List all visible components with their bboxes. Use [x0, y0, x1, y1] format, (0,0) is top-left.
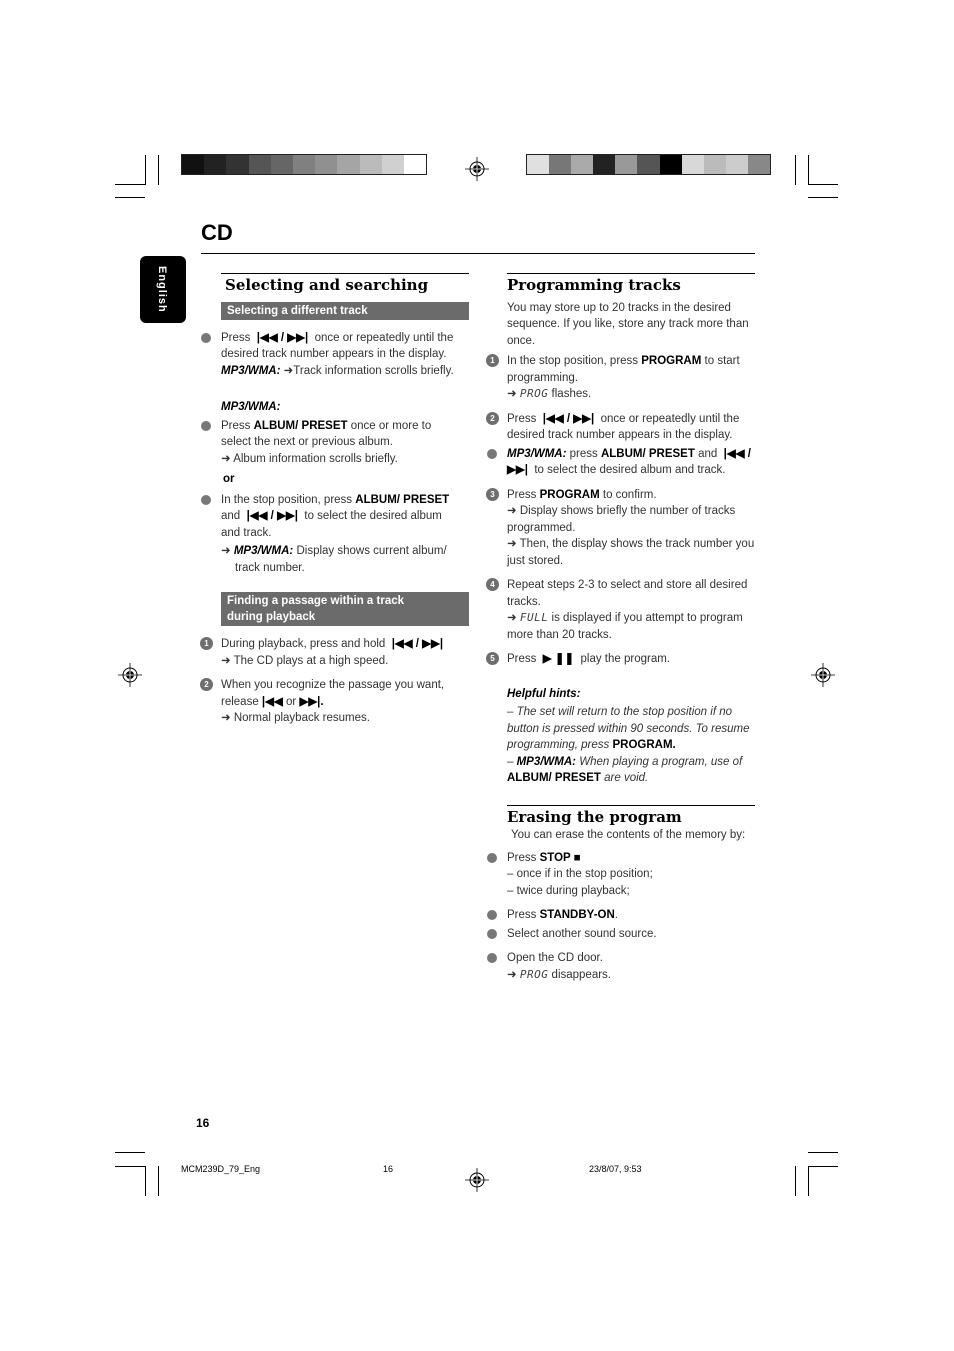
mp3-label: MP3/WMA:	[221, 364, 281, 377]
bullet-icon	[201, 495, 211, 505]
text: Press	[507, 488, 537, 501]
crop-mark	[115, 1166, 145, 1167]
text: track number.	[235, 561, 305, 574]
mp3-label: MP3/WMA:	[516, 755, 577, 768]
text: once or more to	[350, 419, 432, 432]
text: Press	[507, 909, 537, 921]
list-item	[487, 487, 755, 570]
prev-next-icon: |◀◀ / ▶▶|	[243, 510, 302, 522]
prev-next-icon: |◀◀ / ▶▶|	[388, 638, 444, 650]
text: during playback	[227, 611, 316, 623]
step-number-icon: 1	[200, 637, 213, 650]
text: – once if in the stop position;	[507, 868, 653, 880]
next-icon: ▶▶|.	[299, 695, 324, 708]
programming-intro: You may store up to 20 tracks in the desired sequence. If you like, store any track more than once.	[507, 301, 749, 347]
footer-page: 16	[383, 1164, 394, 1174]
registration-mark-icon	[465, 1168, 489, 1192]
page-title: CD	[201, 220, 233, 245]
text: select the next or previous album.	[221, 436, 393, 448]
text: Press	[221, 419, 251, 432]
step-number-icon: 3	[486, 488, 499, 501]
text: ➜ Album information scrolls briefly.	[221, 452, 398, 465]
text: once or repeatedly until the	[314, 331, 454, 344]
bullet-icon	[487, 449, 497, 459]
text: ➜ Display shows briefly the number of tracks programmed.	[507, 505, 736, 534]
step-number-icon: 4	[486, 578, 499, 591]
section-rule	[221, 273, 469, 274]
lcd-text: PROG	[519, 387, 549, 400]
registration-mark-icon	[811, 663, 835, 687]
footer-file: MCM239D_79_Eng	[181, 1164, 261, 1174]
text: Repeat steps 2-3 to select and store all desired tracks.	[507, 579, 748, 608]
step-number-icon: 5	[486, 652, 499, 665]
text: press	[569, 447, 598, 460]
list-item: Open the CD door. ➜ PROG disappears.	[487, 950, 755, 983]
text: to start programming.	[507, 355, 740, 384]
crop-mark	[115, 197, 145, 198]
left-column	[201, 273, 469, 735]
text: to select the desired album and track.	[534, 464, 726, 476]
text: In the stop position, press	[221, 493, 353, 506]
lcd-text: PROG	[519, 967, 549, 981]
hint-text: When playing a program, use of	[579, 755, 743, 768]
hint-text: are void.	[604, 772, 649, 784]
crop-mark	[795, 1166, 796, 1196]
section-title-programming: Programming tracks	[507, 276, 681, 294]
text: play the program.	[580, 653, 671, 665]
text: Select another sound source.	[507, 927, 657, 940]
text: to select the desired album	[304, 510, 442, 522]
text: Press	[507, 412, 537, 425]
text: ➜ Normal playback resumes.	[221, 712, 370, 724]
language-tab	[140, 256, 186, 323]
crop-mark	[158, 155, 159, 185]
bullet-icon	[487, 910, 497, 920]
list-item	[487, 926, 755, 943]
subsection-title-different-track: Selecting a different track	[221, 302, 469, 320]
text: ➜ Then, the display shows the track number you just stored.	[507, 538, 755, 567]
text: and track.	[221, 526, 272, 539]
mp3-heading: MP3/WMA:	[221, 401, 281, 413]
section-rule	[507, 273, 755, 274]
crop-mark	[145, 155, 146, 185]
list-item	[201, 418, 469, 468]
crop-mark	[808, 1166, 838, 1167]
subsection-title-finding-passage	[221, 592, 469, 626]
language-label: English	[156, 266, 168, 313]
crop-mark	[795, 155, 796, 185]
list-item	[201, 330, 469, 380]
text: or	[286, 695, 297, 708]
crop-mark	[158, 1166, 159, 1196]
text: When you recognize the passage you want,	[221, 679, 445, 691]
text: flashes.	[551, 388, 592, 400]
text: to confirm.	[602, 488, 657, 501]
text: Press	[221, 331, 251, 344]
text: release	[221, 695, 259, 708]
or-label: or	[223, 473, 235, 485]
bullet-icon	[201, 421, 211, 431]
list-item	[487, 651, 755, 668]
album-preset-label: ALBUM/ PRESET	[355, 493, 450, 506]
list-item: Press STANDBY-ON.	[487, 907, 755, 924]
program-label: PROGRAM	[539, 488, 600, 501]
hints-title: Helpful hints:	[507, 687, 581, 700]
prev-icon: |◀◀	[261, 695, 283, 708]
registration-mark-icon	[118, 663, 142, 687]
bullet-icon	[487, 853, 497, 863]
prev-next-icon: |◀◀ / ▶▶|	[539, 412, 598, 425]
text: ➜ The CD plays at a high speed.	[221, 654, 389, 667]
crop-mark	[115, 1152, 145, 1153]
footer-date: 23/8/07, 9:53	[589, 1164, 642, 1174]
list-item	[201, 636, 469, 669]
text: once or repeatedly until the desired track number appears in the display.	[507, 412, 740, 441]
standby-label: STANDBY-ON	[539, 909, 615, 921]
step-number-icon: 2	[200, 678, 213, 691]
program-label: PROGRAM	[641, 355, 702, 367]
text: desired track number appears in the display.	[221, 348, 447, 360]
text: Press	[507, 851, 537, 864]
program-label: PROGRAM.	[612, 739, 676, 751]
crop-mark	[808, 155, 809, 185]
stop-label: STOP ■	[539, 851, 581, 864]
crop-mark	[808, 184, 838, 185]
album-preset-label: ALBUM/ PRESET	[253, 419, 348, 432]
text: Finding a passage within a track	[227, 595, 405, 607]
crop-mark	[808, 197, 838, 198]
step-number-icon: 2	[486, 412, 499, 425]
text: Press	[507, 653, 537, 665]
text: During playback, press and hold	[221, 638, 386, 650]
list-item: In the stop position, press ALBUM/ PRESET and |◀◀ / ▶▶| to select the desired album and track. ➜ MP3/WMA: Display shows current album/ track number.	[201, 492, 469, 577]
album-preset-label: ALBUM/ PRESET	[507, 772, 601, 784]
play-pause-icon: ▶ ❚❚	[539, 653, 578, 665]
right-column	[487, 273, 755, 991]
text: Open the CD door.	[507, 952, 603, 964]
list-item: 1 In the stop position, press PROGRAM to start programming. ➜ PROG flashes.	[487, 353, 755, 403]
helpful-hints: Helpful hints: – The set will return to the stop position if no button is pressed within 90 seconds. To resume programming, press PROGRAM. – MP3/WMA: When playing a program, use of ALBUM/ PRESET are void.	[487, 686, 755, 787]
crop-mark	[808, 1166, 809, 1196]
hint-text: – The set will return to the stop position if no button is pressed within 90 seconds. To resume programming, press	[507, 706, 750, 751]
mp3-label: MP3/WMA:	[507, 447, 567, 460]
list-item	[487, 446, 755, 479]
bullet-icon	[487, 929, 497, 939]
step-number-icon: 1	[486, 354, 499, 367]
album-preset-label: ALBUM/ PRESET	[600, 447, 695, 460]
text: ➜Track information scrolls briefly.	[283, 364, 454, 377]
section-title-erasing: Erasing the program	[507, 807, 682, 826]
text: is displayed if you attempt to program more than 20 tracks.	[507, 612, 743, 641]
crop-mark	[808, 1152, 838, 1153]
list-item	[487, 411, 755, 444]
mp3-label: MP3/WMA:	[233, 545, 294, 557]
grayscale-bar-right	[526, 154, 771, 175]
registration-mark-icon	[465, 157, 489, 181]
title-divider	[201, 253, 755, 254]
section-rule	[507, 805, 755, 806]
page-number: 16	[196, 1116, 210, 1130]
list-item	[201, 677, 469, 727]
crop-mark	[115, 184, 145, 185]
text: Display shows current album/	[296, 545, 447, 557]
text: – twice during playback;	[507, 884, 630, 897]
text: and	[221, 510, 241, 522]
bullet-icon	[201, 333, 211, 343]
erasing-intro: You can erase the contents of the memory by:	[511, 829, 746, 841]
lcd-text: FULL	[519, 611, 549, 624]
text: and	[698, 447, 718, 460]
section-title-selecting: Selecting and searching	[225, 276, 429, 294]
list-item	[487, 850, 755, 900]
prev-next-icon: |◀◀ / ▶▶|	[507, 447, 751, 476]
prev-next-icon: |◀◀ / ▶▶|	[253, 331, 312, 344]
text: In the stop position, press	[507, 355, 639, 367]
grayscale-bar-left	[181, 154, 427, 175]
list-item: 4 Repeat steps 2-3 to select and store all desired tracks. ➜ FULL is displayed if you attempt to program more than 20 tracks.	[487, 577, 755, 643]
bullet-icon	[487, 953, 497, 963]
text: disappears.	[551, 968, 612, 981]
crop-mark	[145, 1166, 146, 1196]
